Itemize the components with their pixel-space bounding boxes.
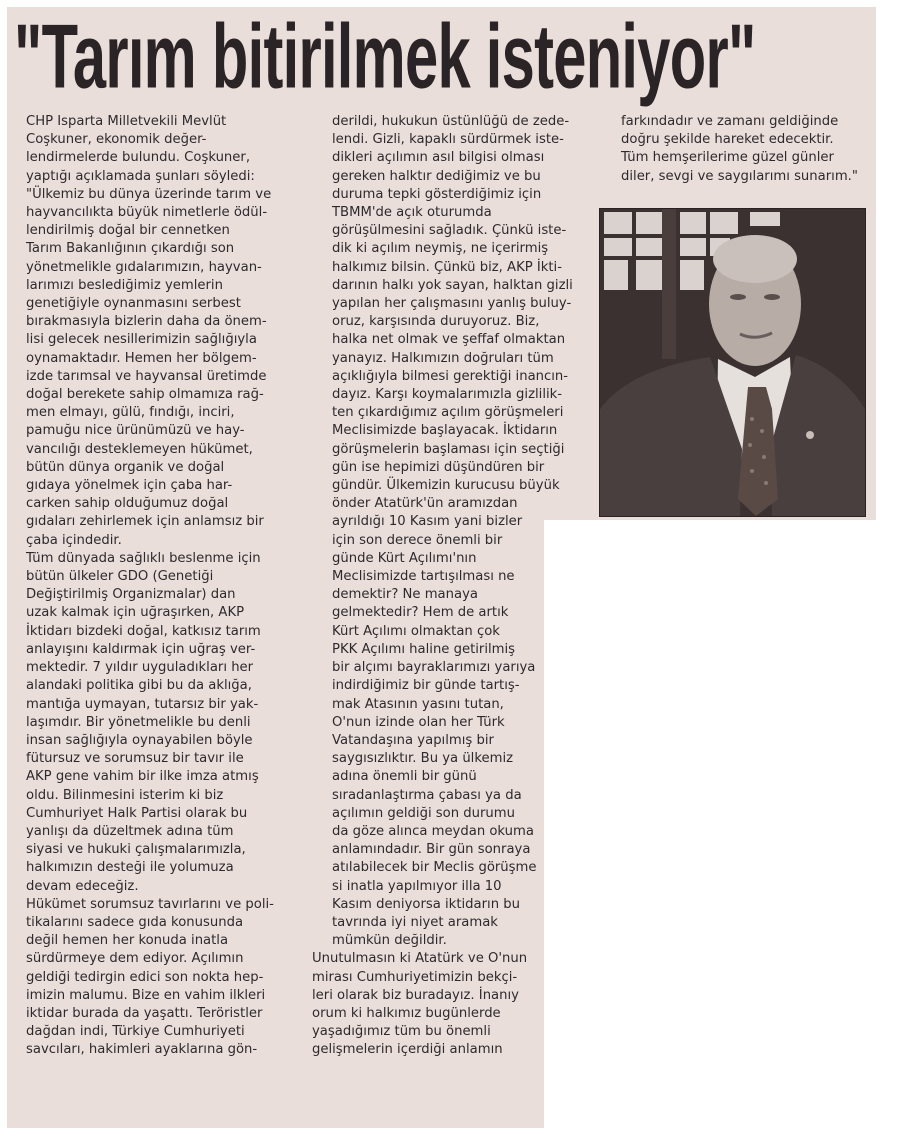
text-line: mantığa uymayan, tutarsız bir yak- bbox=[26, 696, 259, 712]
text-line: lisi gelecek nesillerimizin sağlığıyla bbox=[26, 332, 257, 348]
text-line: iktidar burada da yaşattı. Teröristler bbox=[26, 1005, 263, 1021]
text-line: doğru şekilde hareket edecektir. bbox=[621, 132, 834, 148]
text-line: devam edeceğiz. bbox=[26, 878, 139, 894]
text-line: savcıları, hakimleri ayaklarına gön- bbox=[26, 1042, 258, 1058]
text-line: larımızı beslediğimiz yemlerin bbox=[26, 277, 223, 293]
text-line: imizin malumu. Bize en vahim ilkleri bbox=[26, 987, 266, 1003]
text-line: ten çıkardığımız açılım görüşmeleri bbox=[332, 405, 564, 421]
text-line: Değiştirilmiş Organizmalar) dan bbox=[26, 587, 236, 603]
text-line: yanlışı da düzeltmek adına tüm bbox=[26, 823, 234, 839]
text-line: mektedir. 7 yıldır uyguladıkları her bbox=[26, 660, 254, 676]
text-line: günde Kürt Açılımı'nın bbox=[332, 550, 477, 566]
text-line: izde tarımsal ve hayvansal üretimde bbox=[26, 368, 267, 384]
text-line: indirdiğimiz bir günde tartış- bbox=[332, 678, 520, 694]
text-line: Vatandaşına yapılmış bir bbox=[332, 732, 494, 748]
text-line: Kasım deniyorsa iktidarın bu bbox=[332, 896, 520, 912]
text-line: görüşmelerin başlaması için seçtiği bbox=[332, 441, 565, 457]
text-line: mirası Cumhuriyetimizin bekçi- bbox=[312, 969, 518, 985]
text-line: demektir? Ne manaya bbox=[332, 587, 478, 603]
text-line: Meclisimizde başlayacak. İktidarın bbox=[332, 423, 558, 439]
text-line: Cumhuriyet Halk Partisi olarak bu bbox=[26, 805, 248, 821]
article-headline: "Tarım bitirilmek isteniyor" bbox=[14, 5, 756, 107]
text-line: Tarım Bakanlığının çıkardığı son bbox=[26, 241, 235, 257]
text-line: men elmayı, gülü, fındığı, inciri, bbox=[26, 405, 235, 421]
text-line: tavrında iyi niyet aramak bbox=[332, 914, 498, 930]
text-line: diler, sevgi ve saygılarımı sunarım." bbox=[621, 168, 858, 184]
text-line: için son derece önemli bir bbox=[332, 532, 503, 548]
text-line: anlamındadır. Bir gün sonraya bbox=[332, 842, 531, 858]
text-line: orum ki halkımız bugünlerde bbox=[312, 1005, 501, 1021]
text-line: sürdürmeye dem ediyor. Açılımın bbox=[26, 951, 244, 967]
text-line: farkındadır ve zamanı geldiğinde bbox=[621, 114, 839, 129]
text-line: dik ki açılım neymiş, ne içerirmiş bbox=[332, 241, 549, 257]
text-line: dayız. Karşı koymalarımızla gizlilik- bbox=[332, 387, 563, 403]
text-line: oynamaktadır. Hemen her bölgem- bbox=[26, 350, 257, 366]
text-line: tikalarını sadece gıda konusunda bbox=[26, 914, 244, 930]
text-line: halka net olmak ve şeffaf olmaktan bbox=[332, 332, 566, 348]
article-paragraph bbox=[312, 113, 573, 950]
text-line: bırakmasıyla bizlerin daha da önem- bbox=[26, 314, 267, 330]
text-line: görüşülmesini sağladık. Çünkü iste- bbox=[332, 223, 567, 239]
article-paragraph bbox=[26, 550, 294, 896]
text-line: geldiği tedirgin edici son nokta hep- bbox=[26, 969, 264, 985]
text-line: açılımın geldiği son durumu bbox=[332, 805, 515, 821]
text-line: vancılığı desteklemeyen hükümet, bbox=[26, 441, 253, 457]
text-line: leri olarak biz buradayız. İnanıy bbox=[312, 987, 519, 1003]
text-line: Kürt Açılımı olmaktan çok bbox=[332, 623, 500, 639]
text-line: fütursuz ve sorumsuz bir tavır ile bbox=[26, 751, 244, 767]
article-paragraph bbox=[26, 896, 294, 1060]
text-line: si inatla yapılmıyor illa 10 bbox=[332, 878, 502, 894]
text-line: değil hemen her konuda inatla bbox=[26, 933, 229, 949]
text-line: gıdaya yönelmek için çaba har- bbox=[26, 478, 233, 494]
text-line: AKP gene vahim bir ilke imza atmış bbox=[26, 769, 259, 785]
text-line: önder Atatürk'ün aramızdan bbox=[332, 496, 518, 512]
text-line: hayvancılıkta büyük nimetlerle ödül- bbox=[26, 205, 268, 221]
article-paragraph bbox=[621, 113, 873, 186]
lapel-pin bbox=[806, 431, 814, 439]
text-line: alandaki politika gibi bu da aklığa, bbox=[26, 678, 252, 694]
text-line: halkımız bilsin. Çünkü biz, AKP İkti- bbox=[332, 259, 562, 275]
text-line: sıradanlaştırma çabası ya da bbox=[332, 787, 522, 803]
text-line: PKK Açılımı haline getirilmiş bbox=[332, 641, 516, 657]
text-line: gelişmelerin içerdiği anlamın bbox=[312, 1042, 503, 1058]
article-column-2 bbox=[312, 113, 573, 1060]
text-line: TBMM'de açık oturumda bbox=[332, 205, 492, 221]
article-paragraph bbox=[312, 950, 548, 1059]
text-line: da göze alınca meydan okuma bbox=[332, 823, 534, 839]
text-line: bütün dünya organik ve doğal bbox=[26, 459, 225, 475]
text-line: anlayışını kaldırmak için uğraş ver- bbox=[26, 641, 256, 657]
text-line: bir alçımı bayraklarımızı yarıya bbox=[332, 660, 536, 676]
text-line: Tüm hemşerilerime güzel günler bbox=[621, 150, 834, 166]
text-line: çaba içindedir. bbox=[26, 532, 122, 548]
article-paragraph bbox=[26, 186, 294, 550]
text-line: CHP Isparta Milletvekili Mevlüt bbox=[26, 114, 227, 129]
text-line: atılabilecek bir Meclis görüşme bbox=[332, 860, 537, 876]
text-line: ayrıldığı 10 Kasım yani bizler bbox=[332, 514, 523, 530]
text-line: gereken halktır dediğimiz ve bu bbox=[332, 168, 541, 184]
text-line: saygısızlıktır. Bu ya ülkemiz bbox=[332, 751, 514, 767]
text-line: "Ülkemiz bu dünya üzerinde tarım ve bbox=[26, 186, 272, 202]
text-line: Tüm dünyada sağlıklı beslenme için bbox=[26, 550, 261, 566]
portrait-photo bbox=[599, 208, 866, 517]
text-line: lendirilmiş doğal bir cennetken bbox=[26, 223, 230, 239]
article-column-3 bbox=[621, 113, 873, 186]
text-line: yanayız. Halkımızın doğruları tüm bbox=[332, 350, 554, 366]
text-line: gelmektedir? Hem de artık bbox=[332, 605, 509, 621]
text-line: gıdaları zehirlemek için anlamsız bir bbox=[26, 514, 264, 530]
text-line: laşımdır. Bir yönetmelikle bu denli bbox=[26, 714, 251, 730]
text-line: Meclisimizde tartışılması ne bbox=[332, 569, 515, 585]
text-line: oruz, karşısında duruyoruz. Biz, bbox=[332, 314, 540, 330]
text-line: Unutulmasın ki Atatürk ve O'nun bbox=[312, 951, 528, 967]
text-line: yönetmelikle gıdalarımızın, hayvan- bbox=[26, 259, 262, 275]
article-paragraph bbox=[26, 113, 294, 186]
text-line: gündür. Ülkemizin kurucusu büyük bbox=[332, 478, 560, 494]
text-line: mümkün değildir. bbox=[332, 933, 447, 949]
text-line: doğal berekete sahip olmamıza rağ- bbox=[26, 387, 264, 403]
text-line: İktidarı bizdeki doğal, katkısız tarım bbox=[26, 623, 261, 639]
text-line: insan sağlığıyla oynayabilen böyle bbox=[26, 732, 253, 748]
text-line: adına önemli bir günü bbox=[332, 769, 477, 785]
text-line: derildi, hukukun üstünlüğü de zede- bbox=[332, 114, 570, 129]
text-line: Hükümet sorumsuz tavırlarını ve poli- bbox=[26, 896, 274, 912]
text-line: dağdan indi, Türkiye Cumhuriyeti bbox=[26, 1024, 245, 1040]
text-line: pamuğu nice ürünümüzü ve hay- bbox=[26, 423, 245, 439]
text-line: Coşkuner, ekonomik değer- bbox=[26, 132, 207, 148]
text-line: gün ise hepimizi düşündüren bir bbox=[332, 459, 545, 475]
text-line: carken sahip olduğumuz doğal bbox=[26, 496, 229, 512]
text-line: açıklığıyla bilmesi gerektiği inancın- bbox=[332, 368, 569, 384]
text-line: lendirmelerde bulundu. Coşkuner, bbox=[26, 150, 251, 166]
text-line: siyasi ve hukuki çalışmalarımızla, bbox=[26, 842, 246, 858]
text-line: lendi. Gizli, kapaklı sürdürmek iste- bbox=[332, 132, 564, 148]
portrait-photo-graphic bbox=[600, 209, 865, 516]
text-line: darının halkı yok sayan, halktan gizli bbox=[332, 277, 573, 293]
text-line: dikleri açılımın asıl bilgisi olması bbox=[332, 150, 545, 166]
text-line: bütün ülkeler GDO (Genetiği bbox=[26, 569, 214, 585]
text-line: halkımızın desteği ile yolumuza bbox=[26, 860, 234, 876]
text-line: uzak kalmak için uğraşırken, AKP bbox=[26, 605, 245, 621]
text-line: yaşadığımız tüm bu önemli bbox=[312, 1024, 491, 1040]
text-line: genetiğiyle oynanmasını serbest bbox=[26, 296, 241, 312]
text-line: oldu. Bilinmesini isterim ki biz bbox=[26, 787, 224, 803]
article-column-1 bbox=[26, 113, 294, 1060]
text-line: O'nun izinde olan her Türk bbox=[332, 714, 505, 730]
text-line: yapılan her çalışmasını yanlış buluy- bbox=[332, 296, 572, 312]
text-line: yaptığı açıklamada şunları söyledi: bbox=[26, 168, 255, 184]
text-line: mak Atasının yasını tutan, bbox=[332, 696, 504, 712]
text-line: duruma tepki gösterdiğimiz için bbox=[332, 186, 542, 202]
